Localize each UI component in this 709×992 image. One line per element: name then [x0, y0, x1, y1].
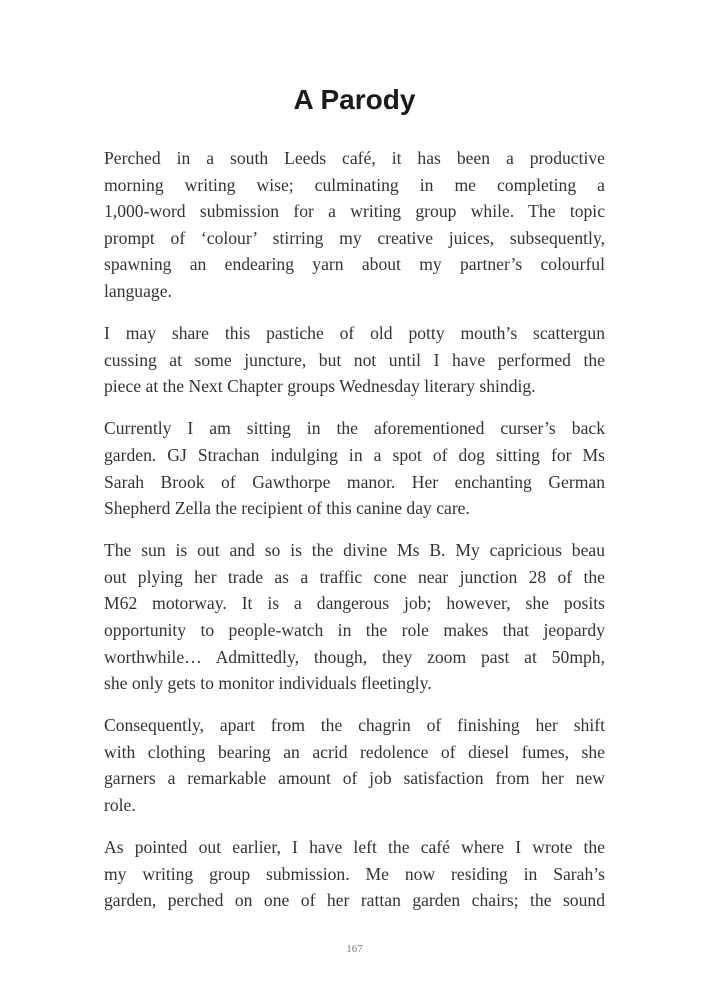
text-line: I may share this pastiche of old potty mouth’s scattergun	[104, 323, 605, 344]
text-line: she only gets to monitor individuals fleetingly.	[104, 673, 432, 694]
body-text	[104, 145, 605, 929]
paragraph	[104, 537, 605, 697]
text-line: M62 motorway. It is a dangerous job; however, she posits	[104, 593, 605, 614]
text-line: The sun is out and so is the divine Ms B. My capricious beau	[104, 540, 605, 561]
text-line: with clothing bearing an acrid redolence of diesel fumes, she	[104, 741, 605, 762]
text-line: Perched in a south Leeds café, it has been a productive	[104, 148, 605, 168]
text-line: As pointed out earlier, I have left the café where I wrote the	[104, 837, 605, 858]
text-line: spawning an endearing yarn about my partner’s colourful	[104, 254, 605, 275]
text-line: role.	[104, 795, 136, 816]
paragraph	[104, 415, 605, 521]
paragraph	[104, 712, 605, 818]
text-line: worthwhile… Admittedly, though, they zoom past at 50mph,	[104, 646, 605, 667]
text-line: Currently I am sitting in the aforementioned curser’s back	[104, 418, 605, 439]
text-line: garners a remarkable amount of job satisfaction from her new	[104, 768, 605, 789]
paragraph	[104, 834, 605, 914]
text-line: 1,000-word submission for a writing group while. The topic	[104, 201, 605, 222]
text-line: garden. GJ Strachan indulging in a spot of dog sitting for Ms	[104, 444, 605, 465]
paragraph	[104, 320, 605, 400]
text-line: my writing group submission. Me now residing in Sarah’s	[104, 863, 605, 884]
text-line: piece at the Next Chapter groups Wednesday literary shindig.	[104, 376, 536, 397]
text-line: language.	[104, 280, 172, 301]
text-line: Shepherd Zella the recipient of this canine day care.	[104, 498, 470, 519]
page-title: A Parody	[293, 84, 416, 115]
paragraph	[104, 145, 605, 305]
text-line: opportunity to people-watch in the role makes that jeopardy	[104, 620, 605, 640]
text-line: cussing at some juncture, but not until I have performed the	[104, 349, 605, 370]
text-line: morning writing wise; culminating in me completing a	[104, 174, 605, 195]
text-line: prompt of ‘colour’ stirring my creative juices, subsequently,	[104, 227, 605, 248]
text-line: Sarah Brook of Gawthorpe manor. Her enchanting German	[104, 471, 605, 492]
text-line: Consequently, apart from the chagrin of finishing her shift	[104, 715, 605, 736]
page-number: 167	[346, 943, 363, 955]
text-line: garden, perched on one of her rattan garden chairs; the sound	[104, 890, 605, 911]
text-line: out plying her trade as a traffic cone near junction 28 of the	[104, 566, 605, 587]
